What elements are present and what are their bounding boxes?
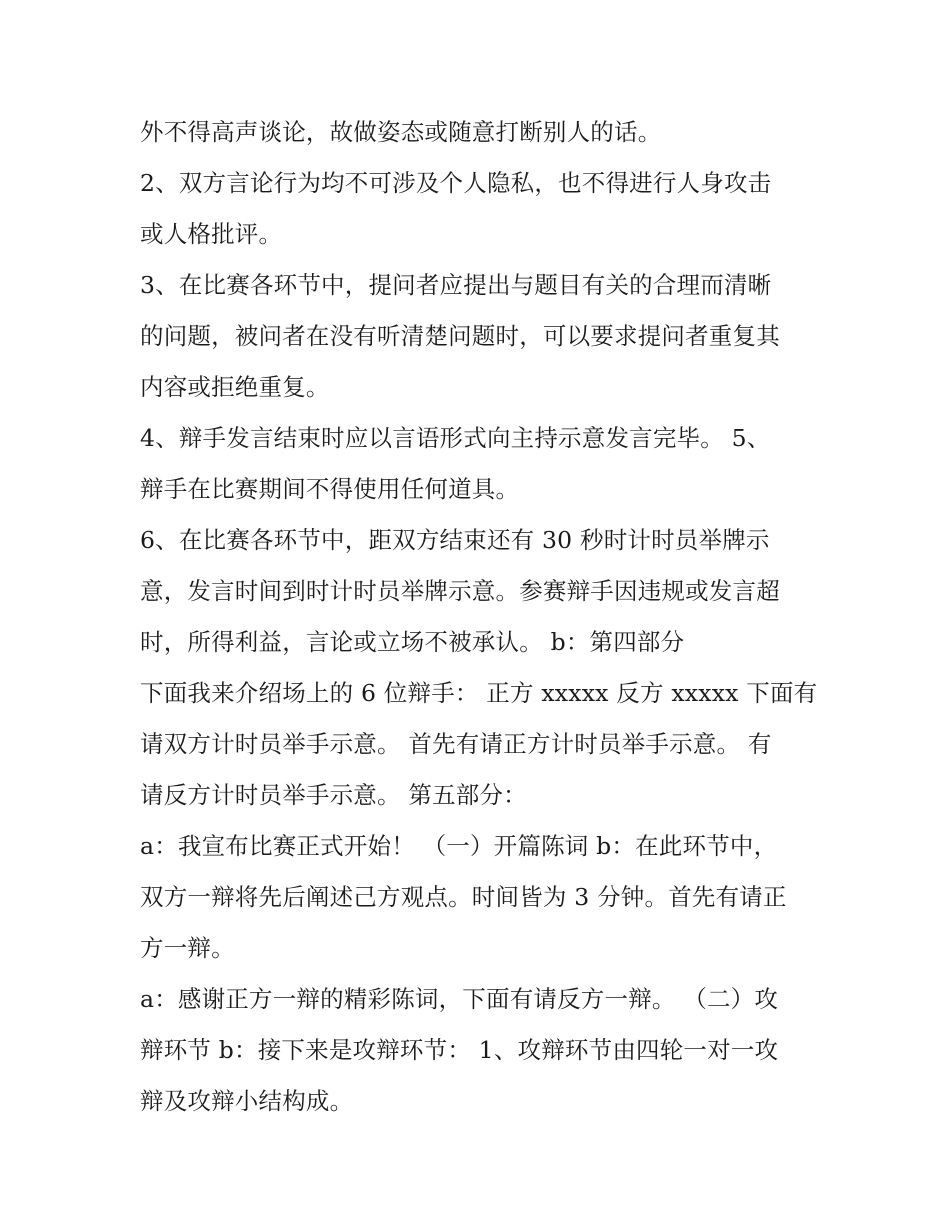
- text-line: a：我宣布比赛正式开始！ （一）开篇陈词 b：在此环节中，: [140, 832, 778, 860]
- text-line: 下面我来介绍场上的 6 位辩手： 正方 xxxxx 反方 xxxxx 下面有: [140, 679, 818, 707]
- text-line: 外不得高声谈论，故做姿态或随意打断别人的话。: [140, 118, 662, 146]
- text-line: 3、在比赛各环节中，提问者应提出与题目有关的合理而清晰: [140, 271, 772, 299]
- text-line: 内容或拒绝重复。: [140, 373, 330, 401]
- text-line: 请双方计时员举手示意。 首先有请正方计时员举手示意。 有: [140, 730, 772, 758]
- text-line: 意，发言时间到时计时员举牌示意。参赛辩手因违规或发言超: [140, 577, 780, 605]
- text-line: a：感谢正方一辩的精彩陈词，下面有请反方一辩。 （二）攻: [140, 985, 779, 1013]
- text-line: 2、双方言论行为均不可涉及个人隐私，也不得进行人身攻击: [140, 169, 772, 197]
- text-line: 或人格批评。: [140, 220, 283, 248]
- text-line: 辩手在比赛期间不得使用任何道具。: [140, 475, 520, 503]
- text-line: 辩环节 b：接下来是攻辩环节： 1、攻辩环节由四轮一对一攻: [140, 1036, 779, 1064]
- text-line: 的问题，被问者在没有听清楚问题时，可以要求提问者重复其: [140, 322, 780, 350]
- document-body: [140, 107, 820, 1127]
- text-line: 时，所得利益，言论或立场不被承认。 b：第四部分: [140, 628, 685, 656]
- text-line: 方一辩。: [140, 934, 235, 962]
- text-line: 6、在比赛各环节中，距双方结束还有 30 秒时计时员举牌示: [140, 526, 770, 554]
- text-line: 请反方计时员举手示意。 第五部分：: [140, 781, 527, 809]
- text-line: 双方一辩将先后阐述己方观点。时间皆为 3 分钟。首先有请正: [140, 883, 787, 911]
- text-line: 4、辩手发言结束时应以言语形式向主持示意发言完毕。 5、: [140, 424, 771, 452]
- text-line: 辩及攻辩小结构成。: [140, 1087, 354, 1115]
